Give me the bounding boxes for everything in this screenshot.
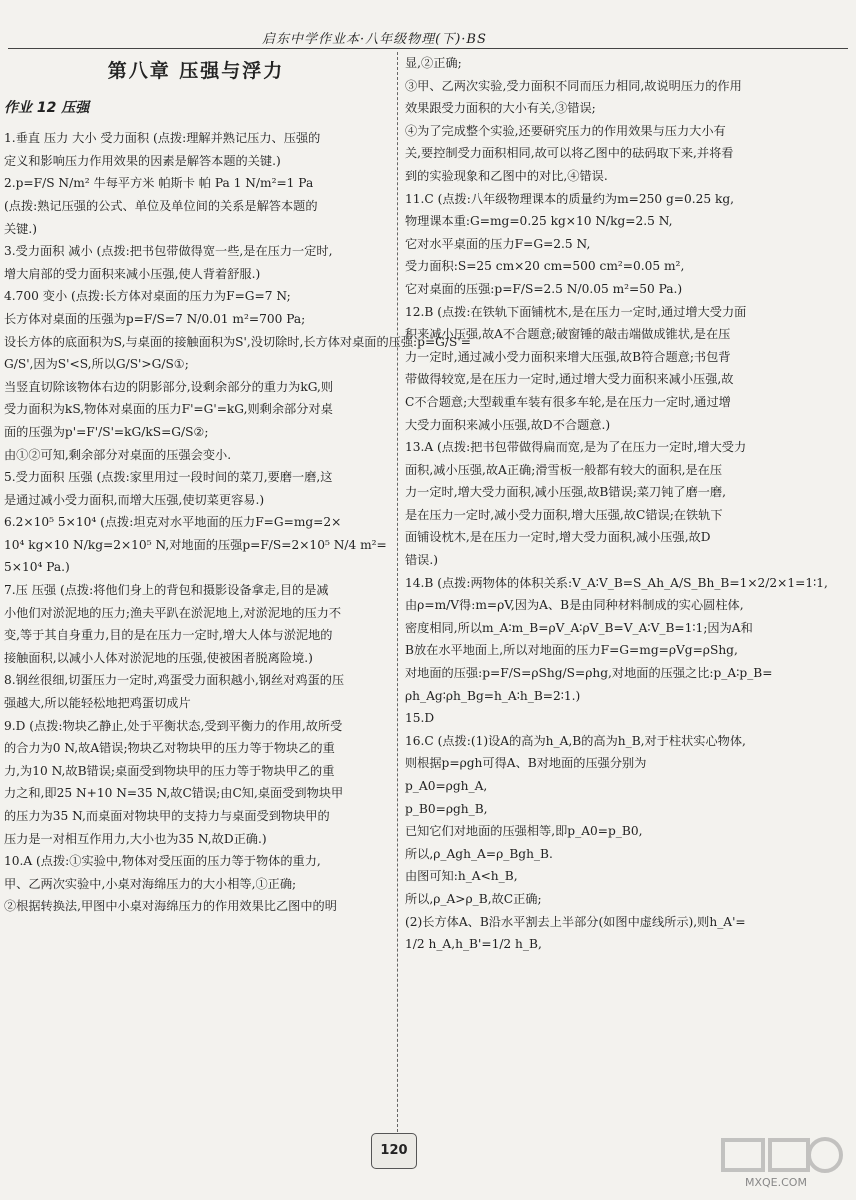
right-text-line: 它对水平桌面的压力F=G=2.5 N, [405,236,591,251]
left-text-line: 的压力为35 N,而桌面对物块甲的支持力与桌面受到物块甲的 [4,809,330,823]
right-text-line: 物理课本重:G=mg=0.25 kg×10 N/kg=2.5 N, [405,214,673,229]
right-answer-text [405,52,828,956]
right-text-line: 11.C (点拨:八年级物理课本的质量约为m=250 g=0.25 kg, [405,191,735,206]
right-text-line: 由图可知:h_A<h_B, [405,869,518,884]
right-text-line: 对地面的压强:p=F/S=ρShg/S=ρhg,对地面的压强之比:p_A∶p_B= [405,666,773,681]
left-text-line: 10.A (点拨:①实验中,物体对受压面的压力等于物体的重力, [4,854,321,869]
left-text-line: 由①②可知,剩余部分对桌面的压强会变小. [4,447,232,462]
right-text-line: ③甲、乙两次实验,受力面积不同而压力相同,故说明压力的作用 [405,78,742,93]
left-text-line: 设长方体的底面积为S,与桌面的接触面积为S',没切除时,长方体对桌面的压强:p=G/S'= [4,334,471,349]
left-text-line: 关键.) [4,221,38,236]
right-text-line: 13.A (点拨:把书包带做得扁而宽,是为了在压力一定时,增大受力 [405,440,747,455]
right-text-line: B放在水平地面上,所以对地面的压力F=G=mg=ρVg=ρShg, [405,643,738,658]
left-text-line: 变,等于其自身重力,目的是在压力一定时,增大人体与淤泥地的 [4,628,333,643]
left-text-line: 8.钢丝很细,切蛋压力一定时,鸡蛋受力面积越小,钢丝对鸡蛋的压 [4,673,345,688]
left-text-line: 增大肩部的受力面积来减小压强,使人背着舒服.) [4,266,261,281]
right-column [405,52,828,956]
left-text-line: 9.D (点拨:物块乙静止,处于平衡状态,受到平衡力的作用,故所受 [4,718,343,733]
left-text-line: 定义和影响压力作用效果的因素是解答本题的关键.) [4,153,281,168]
left-text-line: 受力面积为kS,物体对桌面的压力F'=G'=kG,则剩余部分对桌 [4,402,333,417]
right-text-line: 力一定时,增大受力面积,减小压强,故B错误;菜刀钝了磨一磨, [405,485,727,500]
right-text-line: ④为了完成整个实验,还要研究压力的作用效果与压力大小有 [405,123,726,138]
right-text-line: (2)长方体A、B沿水平割去上半部分(如图中虚线所示),则h_A'= [405,914,746,929]
left-text-line: 当竖直切除该物体右边的阴影部分,设剩余部分的重力为kG,则 [4,379,334,394]
left-text-line: 5.受力面积 压强 (点拨:家里用过一段时间的菜刀,要磨一磨,这 [4,470,333,485]
right-text-line: 所以,ρ_Agh_A=ρ_Bgh_B. [405,846,553,861]
right-text-line: 效果跟受力面积的大小有关,③错误; [405,101,596,116]
left-text-line: 强越大,所以能轻松地把鸡蛋切成片 [4,696,191,711]
left-text-line: 4.700 变小 (点拨:长方体对桌面的压力为F=G=7 N; [4,289,291,304]
right-text-line: C不合题意;大型载重车装有很多车轮,是在压力一定时,通过增 [405,394,731,409]
right-text-line: p_B0=ρgh_B, [405,801,488,816]
right-text-line: 错误.) [405,553,439,568]
homework-title: 作业 12 压强 [4,99,90,116]
right-text-line: 面积,减小压强,故A正确;滑雪板一般都有较大的面积,是在压 [405,462,723,477]
right-text-line: 16.C (点拨:(1)设A的高为h_A,B的高为h_B,对于柱状实心物体, [405,733,746,748]
right-text-line: 所以,ρ_A>ρ_B,故C正确; [405,891,542,906]
left-text-line: 压力是一对相互作用力,大小也为35 N,故D正确.) [4,831,267,846]
left-text-line: 面的压强为p'=F'/S'=kG/kS=G/S②; [4,424,209,439]
left-text-line: G/S',因为S'<S,所以G/S'>G/S①; [4,357,189,372]
right-text-line: 到的实验现象和乙图中的对比,④错误. [405,168,608,183]
page-number: 120 [371,1133,417,1169]
right-text-line: 12.B (点拨:在铁轨下面铺枕木,是在压力一定时,通过增大受力面 [405,304,747,319]
right-text-line: 它对桌面的压强:p=F/S=2.5 N/0.05 m²=50 Pa.) [405,281,683,296]
right-text-line: 积来减小压强,故A不合题意;破窗锤的敲击端做成锥状,是在压 [405,327,731,342]
left-text-line: 10⁴ kg×10 N/kg=2×10⁵ N,对地面的压强p=F/S=2×10⁵ N/4 m²= [4,537,387,552]
right-text-line: 力一定时,通过减小受力面积来增大压强,故B符合题意;书包背 [405,349,731,364]
page-header [0,0,856,48]
right-text-line: p_A0=ρgh_A, [405,779,488,793]
watermark-text: MXQE.COM [745,1176,807,1189]
left-text-line: 力之和,即25 N+10 N=35 N,故C错误;由C知,桌面受到物块甲 [4,786,344,801]
right-text-line: 1/2 h_A,h_B'=1/2 h_B, [405,937,542,952]
right-text-line: 面铺设枕木,是在压力一定时,增大受力面积,减小压强,故D [405,530,711,545]
left-text-line: 是通过减小受力面积,而增大压强,使切菜更容易.) [4,492,265,507]
left-text-line: 6.2×10⁵ 5×10⁴ (点拨:坦克对水平地面的压力F=G=mg=2× [4,515,342,530]
left-text-line: (点拨:熟记压强的公式、单位及单位间的关系是解答本题的 [4,198,318,213]
left-text-line: 5×10⁴ Pa.) [4,560,70,575]
left-text-line: 长方体对桌面的压强为p=F/S=7 N/0.01 m²=700 Pa; [4,311,306,326]
right-text-line: 关,要控制受力面积相同,故可以将乙图中的砝码取下来,并将看 [405,146,734,161]
left-text-line: 力,为10 N,故B错误;桌面受到物块甲的压力等于物块甲乙的重 [4,763,335,778]
right-text-line: 15.D [405,711,435,726]
right-text-line: 大受力面积来减小压强,故D不合题意.) [405,417,611,432]
left-text-line: 1.垂直 压力 大小 受力面积 (点拨:理解并熟记压力、压强的 [4,131,321,146]
right-text-line: 已知它们对地面的压强相等,即p_A0=p_B0, [405,824,643,839]
header-text: 启东中学作业本·八年级物理(下)·BS [262,32,487,47]
right-text-line: 由ρ=m/V得:m=ρV,因为A、B是由同种材料制成的实心圆柱体, [405,598,744,613]
right-text-line: 密度相同,所以m_A∶m_B=ρV_A∶ρV_B=V_A∶V_B=1∶1;因为A和 [405,620,753,635]
right-text-line: 显,②正确; [405,56,462,70]
right-text-line: 是在压力一定时,减小受力面积,增大压强,故C错误;在铁轨下 [405,507,723,522]
left-text-line: ②根据转换法,甲图中小桌对海绵压力的作用效果比乙图中的明 [4,899,337,914]
left-text-line: 3.受力面积 减小 (点拨:把书包带做得宽一些,是在压力一定时, [4,244,333,259]
right-text-line: ρh_Ag∶ρh_Bg=h_A∶h_B=2∶1.) [405,688,581,703]
left-text-line: 甲、乙两次实验中,小桌对海绵压力的大小相等,①正确; [4,876,297,891]
right-text-line: 14.B (点拨:两物体的体积关系:V_A∶V_B=S_Ah_A/S_Bh_B=1×2/2×1=1∶1, [405,575,828,590]
left-text-line: 7.压 压强 (点拨:将他们身上的背包和摄影设备拿走,目的是减 [4,583,329,598]
left-text-line: 小他们对淤泥地的压力;渔夫平趴在淤泥地上,对淤泥地的压力不 [4,605,342,620]
header-rule [8,48,848,49]
right-text-line: 则根据p=ρgh可得A、B对地面的压强分别为 [405,756,647,771]
right-text-line: 带做得较宽,是在压力一定时,通过增大受力面积来减小压强,故 [405,372,734,387]
right-text-line: 受力面积:S=25 cm×20 cm=500 cm²=0.05 m², [405,259,685,274]
column-divider [397,52,398,1142]
left-text-line: 2.p=F/S N/m² 牛每平方米 帕斯卡 帕 Pa 1 N/m²=1 Pa [4,176,314,191]
left-text-line: 接触面积,以减小人体对淤泥地的压强,使被困者脱离险境.) [4,650,313,665]
left-text-line: 的合力为0 N,故A错误;物块乙对物块甲的压力等于物块乙的重 [4,741,335,756]
chapter-title: 第八章 压强与浮力 [107,60,285,82]
